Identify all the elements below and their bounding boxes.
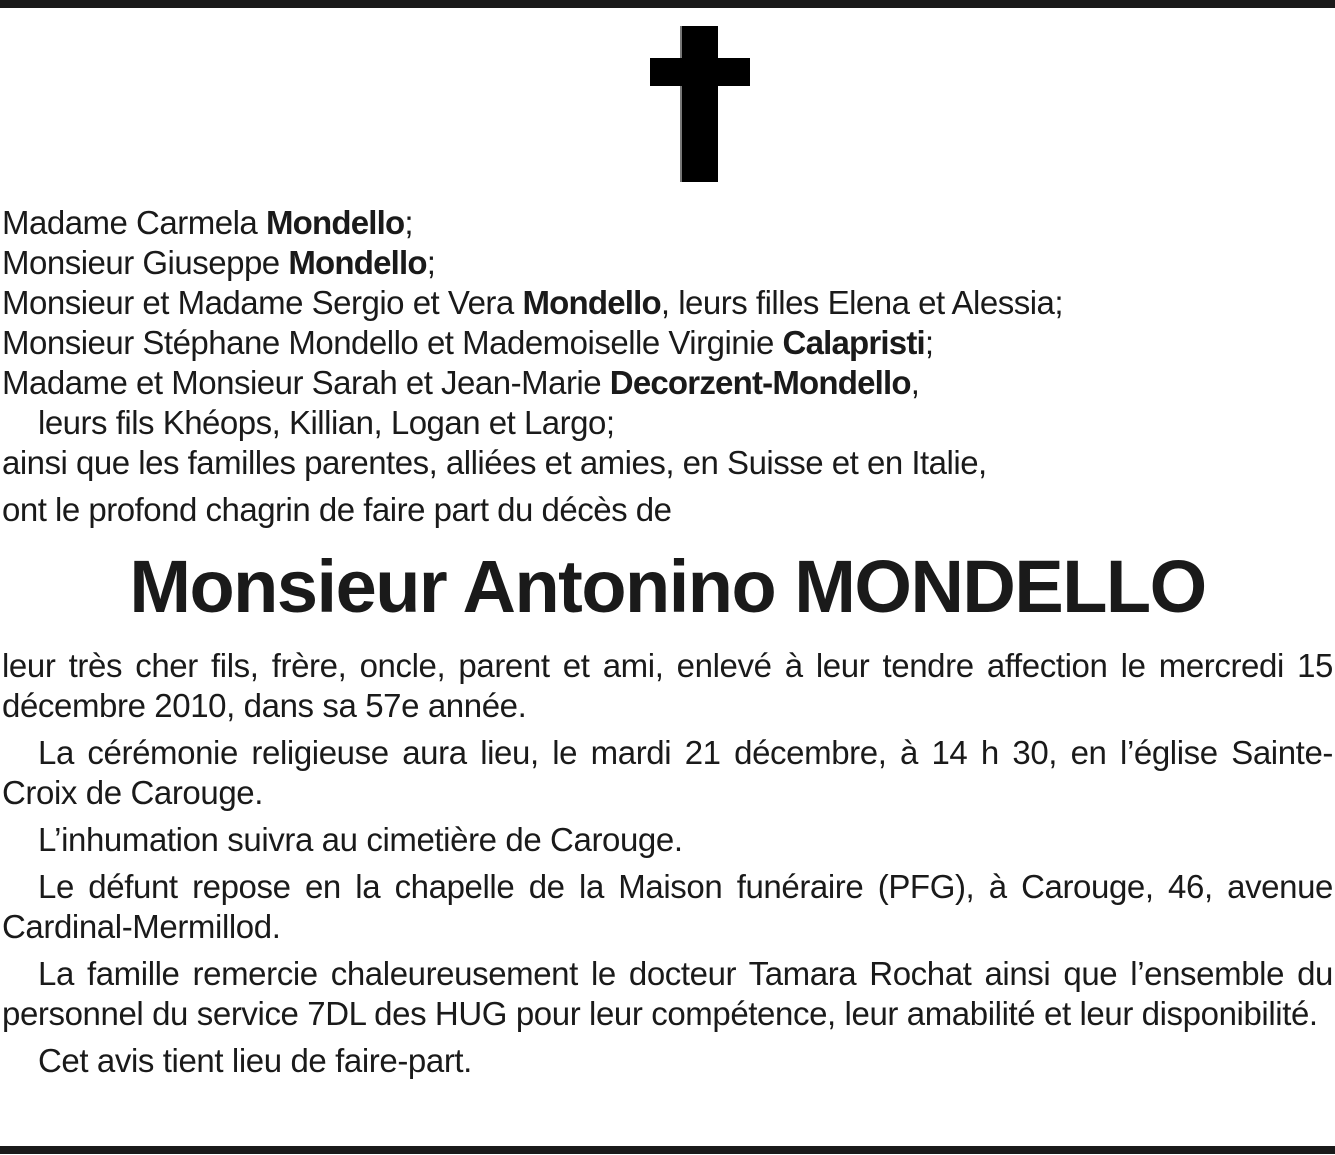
- announcement-body: [2, 646, 1333, 1088]
- family-children-line: leurs fils Khéops, Killian, Logan et Largo;: [38, 404, 615, 441]
- paragraph-burial: L’inhumation suivra au cimetière de Carouge.: [38, 821, 683, 858]
- paragraph-closing: Cet avis tient lieu de faire-part.: [38, 1042, 472, 1079]
- top-border-rule: [0, 0, 1335, 8]
- bottom-border-rule: [0, 1146, 1335, 1154]
- family-closing-line: ainsi que les familles parentes, alliées et amies, en Suisse et en Italie,: [2, 444, 987, 481]
- family-line: Madame et Monsieur Sarah et Jean-Marie Decorzent-Mondello,: [2, 364, 920, 401]
- deceased-name: Monsieur Antonino MONDELLO: [129, 545, 1206, 628]
- family-list: [2, 203, 1332, 483]
- latin-cross-icon: [650, 26, 750, 182]
- family-line: Madame Carmela Mondello;: [2, 204, 414, 241]
- family-line: Monsieur et Madame Sergio et Vera Mondello, leurs filles Elena et Alessia;: [2, 284, 1064, 321]
- paragraph-ceremony: La cérémonie religieuse aura lieu, le mardi 21 décembre, à 14 h 30, en l’église Sainte-Croix de Carouge.: [2, 734, 1333, 811]
- family-line: Monsieur Giuseppe Mondello;: [2, 244, 436, 281]
- announcement-intro: ont le profond chagrin de faire part du décès de: [2, 491, 672, 528]
- paragraph-chapel: Le défunt repose en la chapelle de la Maison funéraire (PFG), à Carouge, 46, avenue Cardinal-Mermillod.: [2, 868, 1333, 945]
- paragraph-thanks: La famille remercie chaleureusement le docteur Tamara Rochat ainsi que l’ensemble du personnel du service 7DL des HUG pour leur compétence, leur amabilité et leur disponibilité.: [2, 955, 1333, 1032]
- paragraph-death-notice: leur très cher fils, frère, oncle, parent et ami, enlevé à leur tendre affection le mercredi 15 décembre 2010, dans sa 57e année.: [2, 647, 1333, 724]
- family-line: Monsieur Stéphane Mondello et Mademoiselle Virginie Calapristi;: [2, 324, 934, 361]
